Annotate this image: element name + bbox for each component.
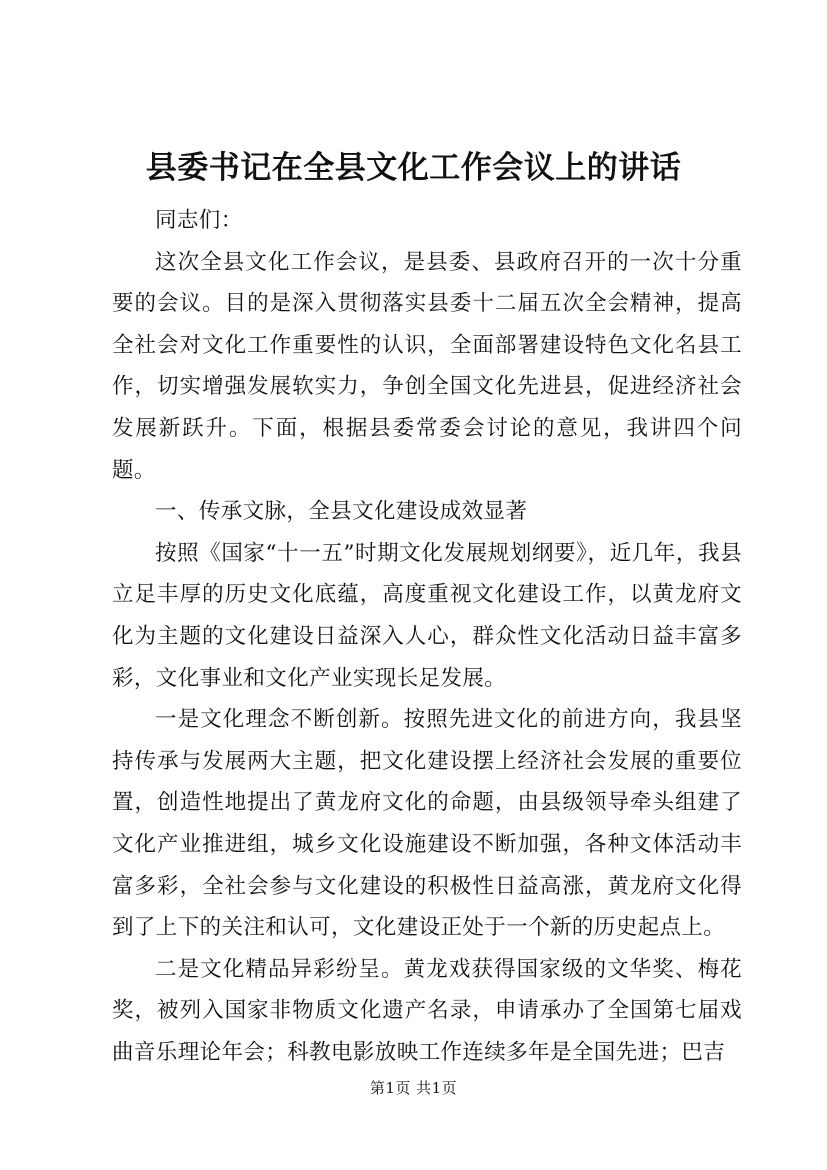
page-number-footer: 第1页 共1页 [369,1079,458,1097]
paragraph-point-1: 一是文化理念不断创新。按照先进文化的前进方向，我县坚持传承与发展两大主题，把文化建设摆上经济社会发展的重要位置，创造性地提出了黄龙府文化的命题，由县级领导牵头组建了文化产业推进组，城乡文化设施建设不断加强，各种文体活动丰富多彩，全社会参与文化建设的积极性日益高涨，黄龙府文化得到了上下的关注和认可，文化建设正处于一个新的历史起点上。 [112,707,742,941]
paragraph-point-2: 二是文化精品异彩纷呈。黄龙戏获得国家级的文华奖、梅花奖，被列入国家非物质文化遗产名录，申请承办了全国第七届戏曲音乐理论年会；科教电影放映工作连续多年是全国先进；巴吉 [112,956,742,1065]
salutation: 同志们： [155,208,243,233]
paragraph-intro: 这次全县文化工作会议，是县委、县政府召开的一次十分重要的会议。目的是深入贯彻落实县委十二届五次全会精神，提高全社会对文化工作重要性的认识，全面部署建设特色文化名县工作，切实增强发展软实力，争创全国文化先进县，促进经济社会发展新跃升。下面，根据县委常委会讨论的意见，我讲四个问题。 [112,249,742,483]
section-heading-1: 一、传承文脉，全县文化建设成效显著 [155,499,528,525]
paragraph-section-1: 按照《国家“十一五”时期文化发展规划纲要》，近几年，我县立足丰厚的历史文化底蕴，高度重视文化建设工作，以黄龙府文化为主题的文化建设日益深入人心，群众性文化活动日益丰富多彩，文化事业和文化产业实现长足发展。 [112,540,742,691]
document-title: 县委书记在全县文化工作会议上的讲话 [145,150,682,186]
document-body [112,200,742,1073]
